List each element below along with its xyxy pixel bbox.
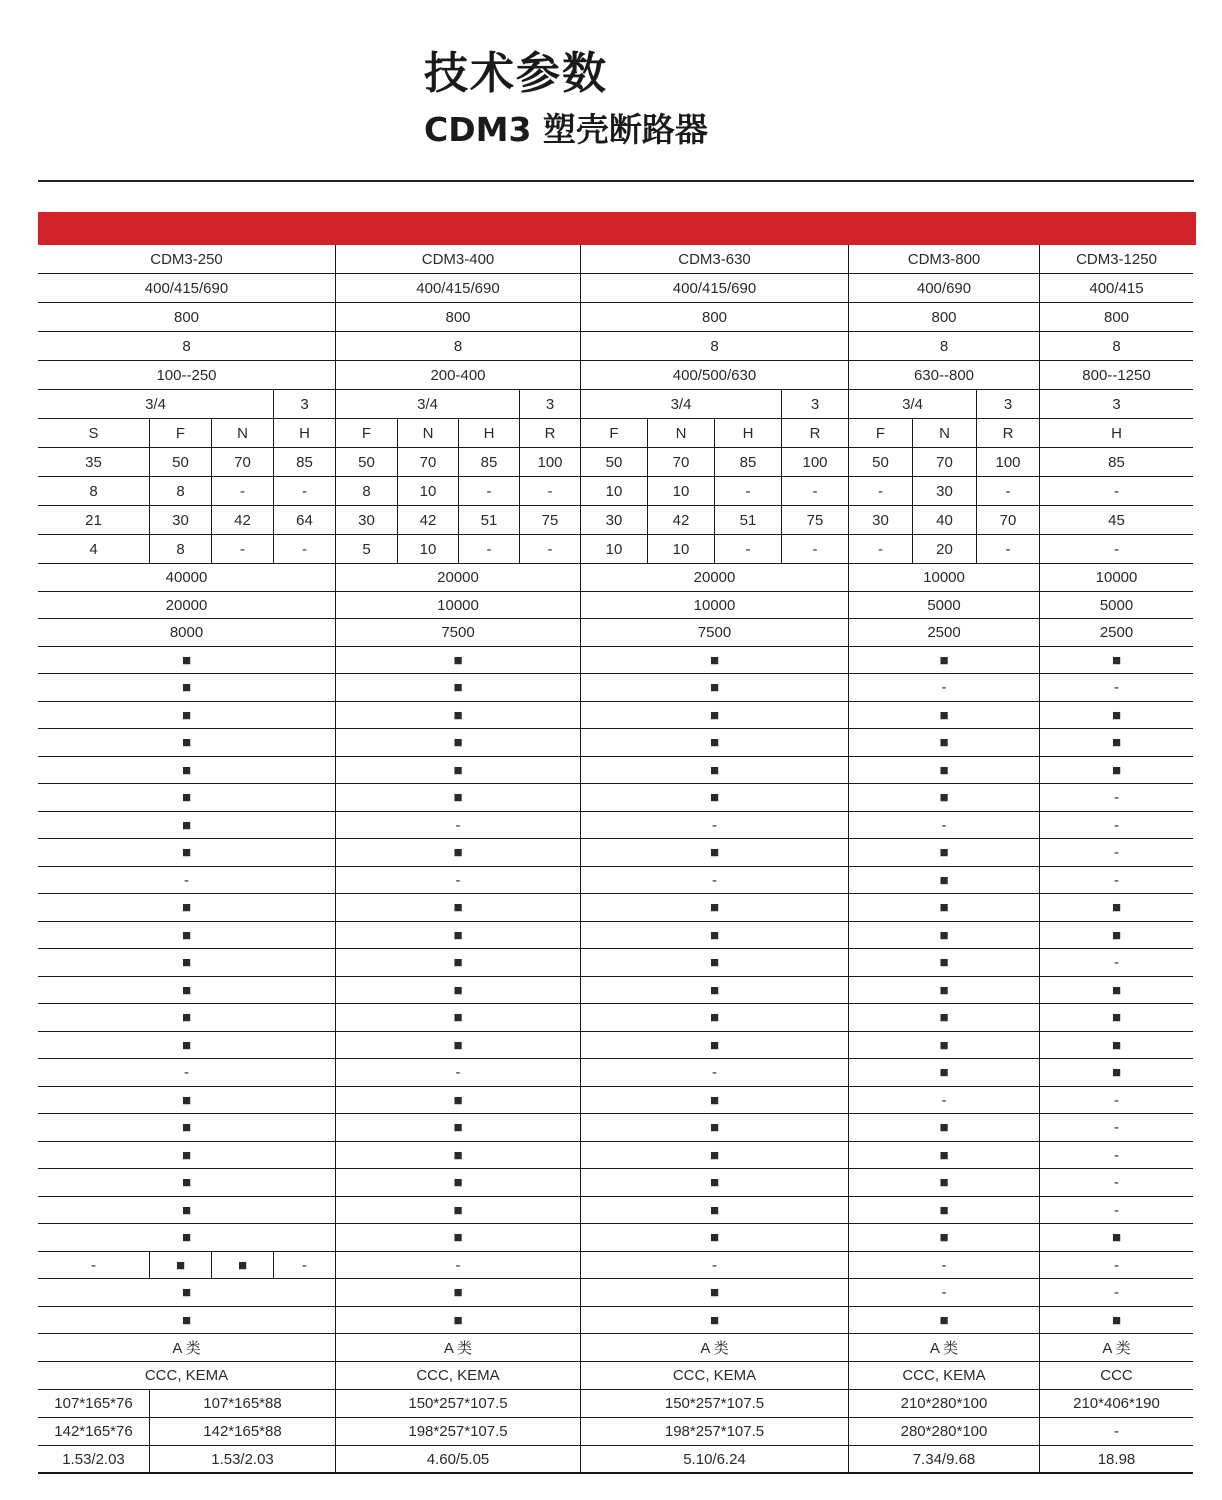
table-cell: 400/415/690 — [38, 274, 335, 303]
table-cell: 400/690 — [848, 274, 1039, 303]
table-cell: ■ — [38, 1032, 335, 1059]
table-cell: 70 — [397, 448, 458, 477]
table-cell: ■ — [335, 1114, 580, 1142]
table-cell: ■ — [335, 1224, 580, 1252]
table-cell: 3 — [273, 390, 335, 419]
table-cell: ■ — [1039, 922, 1193, 949]
table-cell: 18.98 — [1039, 1446, 1193, 1474]
table-cell: 85 — [1039, 448, 1193, 477]
table-cell: - — [1039, 812, 1193, 839]
table-cell: - — [976, 477, 1039, 506]
table-cell: - — [458, 477, 519, 506]
table-cell: ■ — [335, 784, 580, 812]
table-cell: 4 — [38, 535, 149, 564]
table-cell: - — [1039, 674, 1193, 702]
table-cell: H — [458, 419, 519, 448]
table-cell: 75 — [519, 506, 580, 535]
table-cell: ■ — [580, 674, 848, 702]
table-cell: ■ — [1039, 894, 1193, 922]
table-cell: 85 — [273, 448, 335, 477]
table-cell: 3/4 — [580, 390, 781, 419]
table-cell: 5 — [335, 535, 397, 564]
table-cell: 210*406*190 — [1039, 1390, 1193, 1418]
table-cell: 200-400 — [335, 361, 580, 390]
table-cell: ■ — [848, 949, 1039, 977]
table-cell: 42 — [397, 506, 458, 535]
table-cell: - — [458, 535, 519, 564]
table-cell: 10000 — [848, 564, 1039, 592]
table-cell: ■ — [335, 977, 580, 1004]
table-cell: 8000 — [38, 619, 335, 647]
table-cell: N — [647, 419, 714, 448]
table-cell: ■ — [848, 784, 1039, 812]
table-cell: 35 — [38, 448, 149, 477]
table-cell: ■ — [38, 949, 335, 977]
table-cell: 85 — [458, 448, 519, 477]
table-cell: - — [335, 867, 580, 894]
table-cell: ■ — [580, 1004, 848, 1032]
table-cell: ■ — [848, 757, 1039, 784]
table-cell: N — [211, 419, 273, 448]
table-cell: ■ — [848, 1032, 1039, 1059]
table-cell: - — [580, 1252, 848, 1279]
table-cell: ■ — [38, 1279, 335, 1307]
table-cell: 70 — [647, 448, 714, 477]
table-cell: ■ — [335, 1307, 580, 1334]
table-cell: - — [1039, 949, 1193, 977]
table-cell: ■ — [335, 1004, 580, 1032]
table-cell: 45 — [1039, 506, 1193, 535]
table-cell: 400/415/690 — [335, 274, 580, 303]
table-cell: R — [781, 419, 848, 448]
table-cell: ■ — [38, 839, 335, 867]
table-cell: 100 — [519, 448, 580, 477]
table-cell: - — [848, 674, 1039, 702]
table-cell: - — [1039, 867, 1193, 894]
table-cell: ■ — [1039, 1224, 1193, 1252]
table-cell: 50 — [848, 448, 912, 477]
table-cell: 4.60/5.05 — [335, 1446, 580, 1474]
table-cell: H — [1039, 419, 1193, 448]
table-cell: 150*257*107.5 — [335, 1390, 580, 1418]
table-cell: ■ — [848, 1307, 1039, 1334]
table-cell: ■ — [1039, 1032, 1193, 1059]
table-cell: - — [519, 535, 580, 564]
table-cell: ■ — [848, 1004, 1039, 1032]
table-cell: - — [335, 812, 580, 839]
table-cell: 8 — [38, 477, 149, 506]
table-cell: 42 — [211, 506, 273, 535]
table-cell: 400/415 — [1039, 274, 1193, 303]
table-cell: - — [781, 477, 848, 506]
table-cell: - — [1039, 1169, 1193, 1197]
table-cell: 51 — [714, 506, 781, 535]
table-cell: ■ — [848, 1197, 1039, 1224]
table-cell: 3 — [519, 390, 580, 419]
table-cell: A 类 — [1039, 1334, 1193, 1362]
table-cell: R — [519, 419, 580, 448]
table-cell: ■ — [38, 702, 335, 729]
table-cell: ■ — [1039, 1307, 1193, 1334]
table-cell: ■ — [580, 977, 848, 1004]
table-cell: ■ — [580, 1279, 848, 1307]
table-cell: - — [273, 477, 335, 506]
table-cell: 21 — [38, 506, 149, 535]
table-cell: ■ — [335, 894, 580, 922]
table-cell: 10 — [397, 535, 458, 564]
table-cell: 30 — [335, 506, 397, 535]
table-cell: 800 — [580, 303, 848, 332]
table-cell: 10 — [647, 477, 714, 506]
table-cell: - — [848, 1252, 1039, 1279]
table-cell: S — [38, 419, 149, 448]
table-cell: ■ — [848, 702, 1039, 729]
table-cell: ■ — [38, 647, 335, 674]
table-cell: - — [335, 1059, 580, 1087]
table-cell: F — [580, 419, 647, 448]
table-cell: 2500 — [848, 619, 1039, 647]
table-cell: 198*257*107.5 — [335, 1418, 580, 1446]
table-cell: 7.34/9.68 — [848, 1446, 1039, 1474]
table-cell: ■ — [335, 1142, 580, 1169]
table-cell: ■ — [38, 977, 335, 1004]
table-cell: 3/4 — [38, 390, 273, 419]
table-cell: 75 — [781, 506, 848, 535]
table-cell: 70 — [976, 506, 1039, 535]
table-cell: CCC, KEMA — [848, 1362, 1039, 1390]
table-cell: 50 — [580, 448, 647, 477]
table-cell: - — [38, 1252, 149, 1279]
table-cell: ■ — [335, 839, 580, 867]
table-cell: ■ — [848, 1169, 1039, 1197]
table-cell: ■ — [848, 1142, 1039, 1169]
table-cell: - — [580, 812, 848, 839]
table-cell: - — [714, 535, 781, 564]
table-cell: ■ — [38, 894, 335, 922]
table-cell: - — [781, 535, 848, 564]
table-cell: 10000 — [335, 592, 580, 619]
table-cell: A 类 — [848, 1334, 1039, 1362]
table-cell: 800 — [335, 303, 580, 332]
table-cell: H — [714, 419, 781, 448]
table-cell: A 类 — [335, 1334, 580, 1362]
table-cell: 3/4 — [848, 390, 976, 419]
table-cell: ■ — [335, 729, 580, 757]
table-cell: - — [848, 812, 1039, 839]
table-cell: 630--800 — [848, 361, 1039, 390]
table-cell: ■ — [335, 674, 580, 702]
page-subtitle: CDM3 塑壳断路器 — [424, 110, 708, 149]
table-cell: ■ — [1039, 729, 1193, 757]
table-cell: CCC — [1039, 1362, 1193, 1390]
table-cell: ■ — [211, 1252, 273, 1279]
table-cell: 400/415/690 — [580, 274, 848, 303]
table-cell: ■ — [335, 1279, 580, 1307]
table-cell: 10 — [647, 535, 714, 564]
table-cell: 85 — [714, 448, 781, 477]
table-cell: 51 — [458, 506, 519, 535]
table-cell: - — [211, 477, 273, 506]
table-cell: N — [912, 419, 976, 448]
table-cell: ■ — [580, 702, 848, 729]
table-cell: - — [1039, 839, 1193, 867]
table-cell: 20000 — [38, 592, 335, 619]
table-cell: ■ — [1039, 1004, 1193, 1032]
table-cell: 70 — [912, 448, 976, 477]
table-cell: - — [1039, 1114, 1193, 1142]
table-cell: 7500 — [335, 619, 580, 647]
table-cell: ■ — [580, 1224, 848, 1252]
table-cell: ■ — [580, 1197, 848, 1224]
table-cell: 10000 — [580, 592, 848, 619]
table-cell: 1.53/2.03 — [149, 1446, 335, 1474]
table-cell: ■ — [335, 702, 580, 729]
table-cell: ■ — [848, 867, 1039, 894]
table-cell: CDM3-630 — [580, 245, 848, 274]
table-cell: ■ — [580, 757, 848, 784]
table-cell: 8 — [149, 535, 211, 564]
table-cell: 8 — [848, 332, 1039, 361]
table-cell: 10 — [580, 477, 647, 506]
table-cell: ■ — [848, 729, 1039, 757]
table-cell: ■ — [580, 729, 848, 757]
table-cell: ■ — [580, 1032, 848, 1059]
table-cell: 100 — [976, 448, 1039, 477]
table-cell: ■ — [38, 1307, 335, 1334]
table-cell: 20000 — [335, 564, 580, 592]
table-cell: 142*165*76 — [38, 1418, 149, 1446]
table-cell: CDM3-1250 — [1039, 245, 1193, 274]
table-cell: ■ — [335, 922, 580, 949]
table-cell: ■ — [335, 1032, 580, 1059]
table-cell: ■ — [38, 1142, 335, 1169]
table-cell: 8 — [580, 332, 848, 361]
table-cell: - — [1039, 1197, 1193, 1224]
table-cell: ■ — [335, 1169, 580, 1197]
table-cell: 107*165*76 — [38, 1390, 149, 1418]
table-cell: 70 — [211, 448, 273, 477]
table-cell: - — [580, 1059, 848, 1087]
table-cell: 20 — [912, 535, 976, 564]
table-cell: 30 — [580, 506, 647, 535]
table-cell: 800 — [848, 303, 1039, 332]
table-cell: 5.10/6.24 — [580, 1446, 848, 1474]
table-cell: ■ — [580, 784, 848, 812]
table-cell: - — [848, 1279, 1039, 1307]
table-cell: - — [848, 1087, 1039, 1114]
spec-table — [38, 245, 1196, 1475]
table-cell: - — [1039, 1142, 1193, 1169]
table-cell: 800 — [1039, 303, 1193, 332]
table-cell: 150*257*107.5 — [580, 1390, 848, 1418]
table-cell: ■ — [580, 1114, 848, 1142]
table-cell: F — [848, 419, 912, 448]
table-cell: ■ — [580, 894, 848, 922]
table-cell: 400/500/630 — [580, 361, 848, 390]
table-cell: 2500 — [1039, 619, 1193, 647]
table-cell: - — [1039, 477, 1193, 506]
table-cell: 1.53/2.03 — [38, 1446, 149, 1474]
table-cell: 10 — [580, 535, 647, 564]
table-cell: - — [714, 477, 781, 506]
table-cell: ■ — [38, 922, 335, 949]
table-cell: ■ — [848, 1224, 1039, 1252]
table-cell: 40000 — [38, 564, 335, 592]
table-cell: ■ — [38, 784, 335, 812]
table-cell: 20000 — [580, 564, 848, 592]
table-cell: 3 — [1039, 390, 1193, 419]
table-cell: 800--1250 — [1039, 361, 1193, 390]
table-cell: 142*165*88 — [149, 1418, 335, 1446]
table-cell: 40 — [912, 506, 976, 535]
table-cell: 8 — [1039, 332, 1193, 361]
table-cell: CDM3-250 — [38, 245, 335, 274]
table-cell: - — [848, 535, 912, 564]
header-divider — [38, 180, 1194, 182]
table-cell: ■ — [848, 839, 1039, 867]
table-cell: 3 — [781, 390, 848, 419]
page-title: 技术参数 — [424, 48, 608, 99]
table-cell: ■ — [580, 922, 848, 949]
table-cell: F — [335, 419, 397, 448]
table-cell: ■ — [580, 1087, 848, 1114]
table-cell: ■ — [848, 1059, 1039, 1087]
table-cell: ■ — [580, 1169, 848, 1197]
table-cell: ■ — [1039, 1059, 1193, 1087]
table-cell: ■ — [149, 1252, 211, 1279]
table-cell: CDM3-800 — [848, 245, 1039, 274]
table-cell: 5000 — [1039, 592, 1193, 619]
table-cell: - — [976, 535, 1039, 564]
table-cell: 5000 — [848, 592, 1039, 619]
table-cell: 8 — [335, 332, 580, 361]
table-cell: ■ — [580, 1307, 848, 1334]
table-cell: - — [1039, 1279, 1193, 1307]
table-cell: 8 — [38, 332, 335, 361]
table-cell: 30 — [149, 506, 211, 535]
table-cell: - — [1039, 1418, 1193, 1446]
table-cell: ■ — [335, 757, 580, 784]
table-cell: ■ — [38, 729, 335, 757]
table-cell: ■ — [38, 1114, 335, 1142]
table-cell: - — [1039, 1087, 1193, 1114]
table-cell: 50 — [149, 448, 211, 477]
table-cell: - — [1039, 784, 1193, 812]
table-header-bar — [38, 212, 1196, 245]
table-cell: A 类 — [38, 1334, 335, 1362]
table-cell: 107*165*88 — [149, 1390, 335, 1418]
table-cell: 30 — [848, 506, 912, 535]
table-cell: F — [149, 419, 211, 448]
table-cell: ■ — [38, 1169, 335, 1197]
table-cell: ■ — [848, 647, 1039, 674]
table-cell: N — [397, 419, 458, 448]
table-cell: ■ — [580, 949, 848, 977]
table-cell: ■ — [1039, 702, 1193, 729]
table-cell: ■ — [580, 1142, 848, 1169]
table-cell: - — [38, 1059, 335, 1087]
table-cell: R — [976, 419, 1039, 448]
table-cell: ■ — [38, 812, 335, 839]
table-cell: 8 — [149, 477, 211, 506]
table-cell: CCC, KEMA — [38, 1362, 335, 1390]
table-cell: A 类 — [580, 1334, 848, 1362]
table-cell: ■ — [1039, 647, 1193, 674]
table-cell: H — [273, 419, 335, 448]
table-cell: - — [1039, 1252, 1193, 1279]
table-cell: CCC, KEMA — [580, 1362, 848, 1390]
table-cell: ■ — [848, 977, 1039, 1004]
table-cell: 8 — [335, 477, 397, 506]
table-cell: 30 — [912, 477, 976, 506]
table-cell: 100 — [781, 448, 848, 477]
table-cell: 10 — [397, 477, 458, 506]
table-cell: 50 — [335, 448, 397, 477]
table-cell: ■ — [38, 1197, 335, 1224]
table-cell: - — [335, 1252, 580, 1279]
table-cell: ■ — [335, 949, 580, 977]
table-cell: - — [848, 477, 912, 506]
table-cell: - — [580, 867, 848, 894]
table-cell: 280*280*100 — [848, 1418, 1039, 1446]
table-cell: - — [38, 867, 335, 894]
table-cell: 64 — [273, 506, 335, 535]
table-cell: 42 — [647, 506, 714, 535]
table-cell: ■ — [580, 647, 848, 674]
table-cell: - — [1039, 535, 1193, 564]
table-cell: ■ — [580, 839, 848, 867]
table-cell: 800 — [38, 303, 335, 332]
table-cell: 3/4 — [335, 390, 519, 419]
table-cell: - — [273, 1252, 335, 1279]
table-cell: - — [273, 535, 335, 564]
table-cell: 3 — [976, 390, 1039, 419]
table-cell: 7500 — [580, 619, 848, 647]
table-cell: ■ — [1039, 757, 1193, 784]
table-cell: ■ — [335, 1087, 580, 1114]
table-cell: ■ — [38, 1224, 335, 1252]
table-cell: 210*280*100 — [848, 1390, 1039, 1418]
table-cell: 198*257*107.5 — [580, 1418, 848, 1446]
table-cell: - — [519, 477, 580, 506]
table-cell: ■ — [848, 1114, 1039, 1142]
table-cell: ■ — [38, 757, 335, 784]
table-cell: ■ — [848, 894, 1039, 922]
table-cell: CCC, KEMA — [335, 1362, 580, 1390]
table-cell: ■ — [848, 922, 1039, 949]
table-cell: 100--250 — [38, 361, 335, 390]
table-cell: ■ — [38, 1004, 335, 1032]
table-cell: ■ — [38, 674, 335, 702]
table-cell: ■ — [1039, 977, 1193, 1004]
table-cell: - — [211, 535, 273, 564]
table-cell: ■ — [38, 1087, 335, 1114]
table-cell: ■ — [335, 647, 580, 674]
table-cell: CDM3-400 — [335, 245, 580, 274]
table-cell: ■ — [335, 1197, 580, 1224]
table-cell: 10000 — [1039, 564, 1193, 592]
